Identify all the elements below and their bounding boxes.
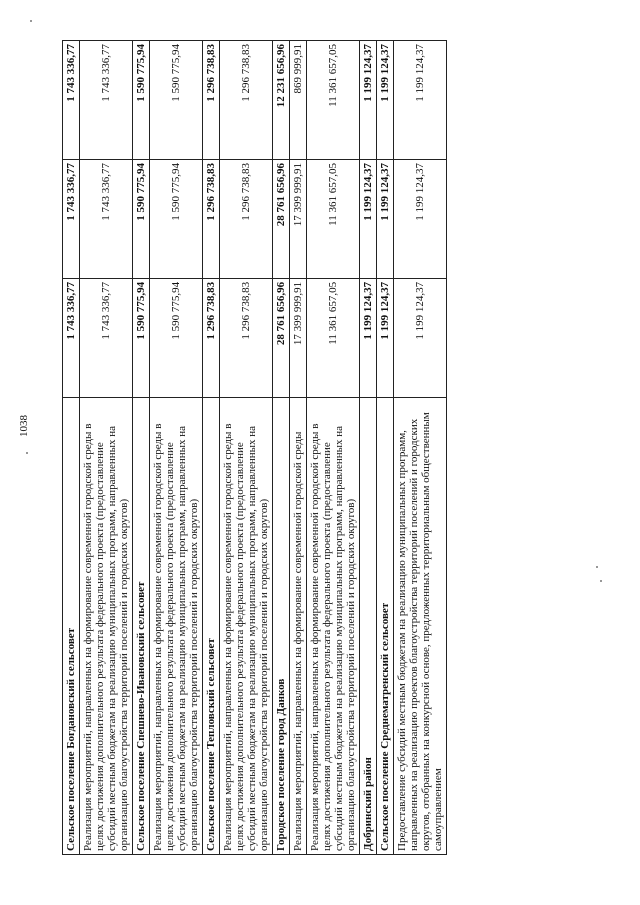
- amount-1: 28 761 656,96: [273, 278, 290, 397]
- amount-3: 1 590 775,94: [133, 41, 150, 160]
- row-description: Сельское поселение Богдановский сельсовет: [63, 397, 80, 854]
- amount-3: 869 999,91: [290, 41, 307, 160]
- row-description: Предоставление субсидий местным бюджетам на реализацию муниципальных программ, направленных на реализацию проектов благоустройства территорий поселений и городских округов, отобранных на конкурсной основе, предложенных территориальным общественным самоуправлением: [394, 397, 447, 854]
- amount-3: 1 199 124,37: [360, 41, 377, 160]
- amount-1: 17 399 999,91: [290, 278, 307, 397]
- amount-1: 1 199 124,37: [377, 278, 394, 397]
- row-description: Добринский район: [360, 397, 377, 854]
- amount-1: 1 199 124,37: [394, 278, 447, 397]
- budget-table: [62, 40, 447, 855]
- amount-1: 1 199 124,37: [360, 278, 377, 397]
- table-row: [220, 41, 273, 855]
- amount-1: 11 361 657,05: [307, 278, 360, 397]
- table-row: [150, 41, 203, 855]
- amount-3: 1 296 738,83: [220, 41, 273, 160]
- row-description: Городское поселение город Данков: [273, 397, 290, 854]
- amount-2: 17 399 999,91: [290, 159, 307, 278]
- section-row: [273, 41, 290, 855]
- amount-3: 1 296 738,83: [203, 41, 220, 160]
- amount-2: 1 199 124,37: [360, 159, 377, 278]
- budget-table-body: [63, 41, 447, 855]
- table-row: [80, 41, 133, 855]
- amount-2: 1 199 124,37: [377, 159, 394, 278]
- row-description: Сельское поселение Спешнево-Ивановский сельсовет: [133, 397, 150, 854]
- amount-2: 1 199 124,37: [394, 159, 447, 278]
- scan-speck: [30, 20, 32, 22]
- amount-3: 1 199 124,37: [394, 41, 447, 160]
- amount-1: 1 743 336,77: [80, 278, 133, 397]
- section-row: [377, 41, 394, 855]
- amount-1: 1 743 336,77: [63, 278, 80, 397]
- table-row: [307, 41, 360, 855]
- table-row: [394, 41, 447, 855]
- row-description: Реализация мероприятий, направленных на формирование современной городской среды в целях достижения дополнительного результата федерального проекта (предоставление субсидий местным бюджетам на реализацию муниципальных программ, направленных на организацию благоустройства территорий поселений и городских округов): [220, 397, 273, 854]
- amount-2: 1 296 738,83: [203, 159, 220, 278]
- amount-1: 1 296 738,83: [220, 278, 273, 397]
- amount-3: 1 199 124,37: [377, 41, 394, 160]
- row-description: Сельское поселение Среднематренский сельсовет: [377, 397, 394, 854]
- row-description: Реализация мероприятий, направленных на формирование современной городской среды в целях достижения дополнительного результата федерального проекта (предоставление субсидий местным бюджетам на реализацию муниципальных программ, направленных на организацию благоустройства территорий поселений и городских округов): [150, 397, 203, 854]
- amount-3: 1 743 336,77: [80, 41, 133, 160]
- section-row: [360, 41, 377, 855]
- scan-speck: [596, 566, 598, 568]
- row-description: Реализация мероприятий, направленных на формирование современной городской среды в целях достижения дополнительного результата федерального проекта (предоставление субсидий местным бюджетам на реализацию муниципальных программ, направленных на организацию благоустройства территорий поселений и городских округов): [307, 397, 360, 854]
- section-row: [203, 41, 220, 855]
- section-row: [133, 41, 150, 855]
- amount-2: 1 590 775,94: [150, 159, 203, 278]
- table-row: [290, 41, 307, 855]
- scan-speck: [600, 580, 602, 582]
- amount-3: 1 743 336,77: [63, 41, 80, 160]
- amount-1: 1 590 775,94: [133, 278, 150, 397]
- amount-2: 11 361 657,05: [307, 159, 360, 278]
- amount-3: 11 361 657,05: [307, 41, 360, 160]
- amount-2: 1 296 738,83: [220, 159, 273, 278]
- scan-speck: [26, 452, 28, 454]
- page-number: 1038: [18, 415, 30, 437]
- rotated-table-container: [62, 40, 517, 855]
- amount-3: 1 590 775,94: [150, 41, 203, 160]
- row-description: Реализация мероприятий, направленных на формирование современной городской среды: [290, 397, 307, 854]
- amount-2: 1 743 336,77: [63, 159, 80, 278]
- amount-1: 1 296 738,83: [203, 278, 220, 397]
- amount-1: 1 590 775,94: [150, 278, 203, 397]
- row-description: Сельское поселение Тепловский сельсовет: [203, 397, 220, 854]
- section-row: [63, 41, 80, 855]
- row-description: Реализация мероприятий, направленных на формирование современной городской среды в целях достижения дополнительного результата федерального проекта (предоставление субсидий местным бюджетам на реализацию муниципальных программ, направленных на организацию благоустройства территорий поселений и городских округов): [80, 397, 133, 854]
- amount-2: 1 590 775,94: [133, 159, 150, 278]
- amount-3: 12 231 656,96: [273, 41, 290, 160]
- amount-2: 28 761 656,96: [273, 159, 290, 278]
- amount-2: 1 743 336,77: [80, 159, 133, 278]
